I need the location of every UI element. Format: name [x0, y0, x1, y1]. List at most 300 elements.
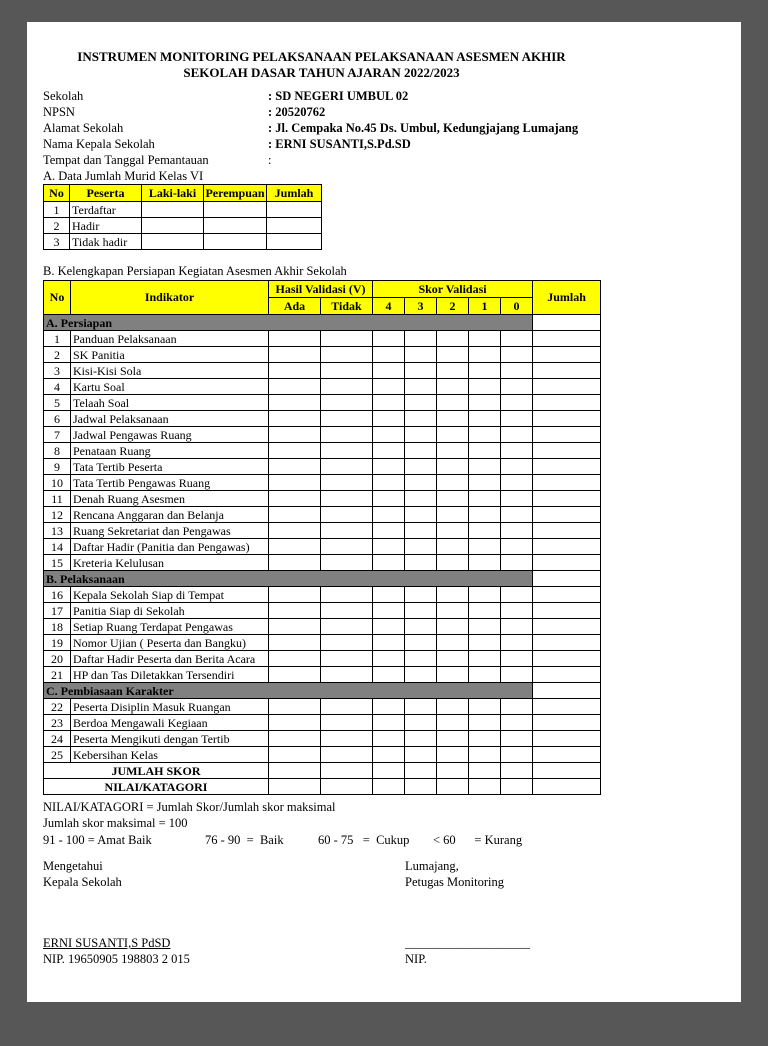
col-header-no: No: [44, 281, 71, 315]
col-header-hasil-validasi: Hasil Validasi (V): [269, 281, 373, 298]
info-value: : Jl. Cempaka No.45 Ds. Umbul, Kedungjajang Lumajang: [268, 121, 579, 135]
empty-cell: [373, 651, 405, 667]
indicator-label: Kebersihan Kelas: [71, 747, 269, 763]
indicator-row: [44, 379, 601, 395]
empty-cell: [437, 411, 469, 427]
empty-cell: [373, 779, 405, 795]
murid-empty-cell: [204, 202, 267, 218]
empty-cell: [501, 491, 533, 507]
indicator-row: [44, 651, 601, 667]
murid-row-no: 1: [44, 202, 70, 218]
info-value: :: [268, 153, 272, 167]
note-max-score: Jumlah skor maksimal = 100: [43, 816, 188, 830]
empty-cell: [405, 715, 437, 731]
empty-cell: [269, 427, 321, 443]
indicator-no: 11: [44, 491, 71, 507]
empty-cell: [469, 555, 501, 571]
section-label: A. Persiapan: [44, 315, 533, 331]
indicator-no: 18: [44, 619, 71, 635]
info-row: [43, 120, 725, 136]
empty-cell: [533, 699, 601, 715]
empty-cell: [501, 523, 533, 539]
empty-cell: [269, 539, 321, 555]
col-header-skor-1: 1: [469, 298, 501, 315]
empty-cell: [437, 731, 469, 747]
empty-cell: [501, 347, 533, 363]
empty-cell: [501, 395, 533, 411]
indicator-no: 2: [44, 347, 71, 363]
sig-left-mengetahui: Mengetahui: [43, 859, 103, 873]
empty-cell: [469, 491, 501, 507]
empty-cell: [533, 715, 601, 731]
indicator-no: 15: [44, 555, 71, 571]
empty-cell: [501, 475, 533, 491]
empty-cell: [321, 443, 373, 459]
empty-cell: [469, 635, 501, 651]
empty-cell: [469, 347, 501, 363]
murid-col-header: Laki-laki: [142, 185, 204, 202]
sig-left-nip: NIP. 19650905 198803 2 015: [43, 952, 190, 966]
empty-cell: [533, 747, 601, 763]
title-line-1: INSTRUMEN MONITORING PELAKSANAAN PELAKSANAAN ASESMEN AKHIR: [77, 49, 566, 64]
empty-cell: [321, 523, 373, 539]
empty-cell: [321, 363, 373, 379]
indicator-no: 3: [44, 363, 71, 379]
empty-cell: [269, 763, 321, 779]
empty-cell: [501, 331, 533, 347]
empty-cell: [501, 715, 533, 731]
indicator-label: Panitia Siap di Sekolah: [71, 603, 269, 619]
info-value: : ERNI SUSANTI,S.Pd.SD: [268, 137, 411, 151]
info-label: NPSN: [43, 105, 75, 119]
empty-cell: [469, 731, 501, 747]
empty-cell: [469, 411, 501, 427]
document-page: [27, 22, 741, 1002]
murid-header-row: [44, 185, 322, 202]
empty-cell: [469, 779, 501, 795]
sig-left-role: Kepala Sekolah: [43, 875, 122, 889]
indicator-no: 19: [44, 635, 71, 651]
indicator-no: 6: [44, 411, 71, 427]
col-header-jumlah: Jumlah: [533, 281, 601, 315]
document-title: [43, 49, 600, 81]
empty-cell: [501, 379, 533, 395]
indicator-label: Kartu Soal: [71, 379, 269, 395]
indicator-row: [44, 667, 601, 683]
validation-header-row-1: [44, 281, 601, 298]
sig-right-city: Lumajang,: [405, 859, 459, 873]
empty-cell: [501, 459, 533, 475]
empty-cell: [469, 651, 501, 667]
indicator-row: [44, 555, 601, 571]
empty-cell: [373, 699, 405, 715]
info-row: [43, 152, 725, 168]
section-b-heading: B. Kelengkapan Persiapan Kegiatan Asesmen Akhir Sekolah: [43, 264, 347, 278]
empty-cell: [501, 363, 533, 379]
empty-cell: [269, 475, 321, 491]
empty-cell: [321, 731, 373, 747]
empty-cell: [437, 603, 469, 619]
empty-cell: [269, 635, 321, 651]
empty-cell: [321, 539, 373, 555]
empty-cell: [469, 715, 501, 731]
empty-cell: [501, 427, 533, 443]
indicator-label: Kepala Sekolah Siap di Tempat: [71, 587, 269, 603]
indicator-no: 1: [44, 331, 71, 347]
empty-cell: [373, 475, 405, 491]
empty-cell: [469, 539, 501, 555]
empty-cell: [373, 331, 405, 347]
empty-cell: [469, 699, 501, 715]
empty-cell: [469, 603, 501, 619]
empty-cell: [533, 763, 601, 779]
section-row: [44, 571, 601, 587]
empty-cell: [501, 667, 533, 683]
indicator-no: 17: [44, 603, 71, 619]
empty-cell: [533, 459, 601, 475]
empty-cell: [501, 651, 533, 667]
empty-cell: [533, 523, 601, 539]
empty-cell: [269, 507, 321, 523]
indicator-label: Ruang Sekretariat dan Pengawas: [71, 523, 269, 539]
empty-cell: [269, 779, 321, 795]
empty-cell: [405, 475, 437, 491]
col-header-skor-2: 2: [437, 298, 469, 315]
murid-row: [44, 234, 322, 250]
indicator-no: 12: [44, 507, 71, 523]
murid-row-no: 3: [44, 234, 70, 250]
empty-cell: [437, 379, 469, 395]
empty-cell: [501, 443, 533, 459]
empty-cell: [373, 731, 405, 747]
grade-cukup: 60 - 75 = Cukup: [318, 833, 410, 847]
indicator-label: Berdoa Mengawali Kegiaan: [71, 715, 269, 731]
empty-cell: [405, 731, 437, 747]
grade-baik: 76 - 90 = Baik: [205, 833, 284, 847]
indicator-row: [44, 699, 601, 715]
indicator-label: Kreteria Kelulusan: [71, 555, 269, 571]
empty-cell: [437, 763, 469, 779]
empty-cell: [533, 347, 601, 363]
indicator-no: 25: [44, 747, 71, 763]
murid-empty-cell: [142, 202, 204, 218]
indicator-label: Jadwal Pelaksanaan: [71, 411, 269, 427]
indicator-no: 13: [44, 523, 71, 539]
empty-cell: [533, 539, 601, 555]
empty-cell: [501, 603, 533, 619]
indicator-row: [44, 331, 601, 347]
grade-kurang: < 60 = Kurang: [433, 833, 523, 847]
indicator-row: [44, 523, 601, 539]
indicator-label: Kisi-Kisi Sola: [71, 363, 269, 379]
empty-cell: [321, 459, 373, 475]
empty-cell: [437, 699, 469, 715]
indicator-row: [44, 619, 601, 635]
murid-empty-cell: [142, 218, 204, 234]
empty-cell: [405, 459, 437, 475]
col-header-ada: Ada: [269, 298, 321, 315]
grade-scale: [43, 832, 725, 849]
empty-cell: [405, 395, 437, 411]
indicator-row: [44, 539, 601, 555]
empty-cell: [501, 411, 533, 427]
empty-cell: [373, 347, 405, 363]
empty-cell: [321, 635, 373, 651]
empty-cell: [533, 571, 601, 587]
indicator-label: SK Panitia: [71, 347, 269, 363]
murid-table: [43, 184, 322, 250]
sig-left-name: ERNI SUSANTI,S PdSD: [43, 936, 171, 950]
indicator-label: Telaah Soal: [71, 395, 269, 411]
indicator-no: 4: [44, 379, 71, 395]
empty-cell: [321, 379, 373, 395]
info-value: : 20520762: [268, 105, 326, 119]
empty-cell: [437, 395, 469, 411]
title-line-2: SEKOLAH DASAR TAHUN AJARAN 2022/2023: [183, 65, 460, 80]
empty-cell: [533, 315, 601, 331]
viewer-canvas: [0, 22, 768, 1046]
indicator-no: 8: [44, 443, 71, 459]
sig-right-line: ____________________: [405, 936, 530, 950]
empty-cell: [321, 507, 373, 523]
empty-cell: [405, 507, 437, 523]
indicator-label: Panduan Pelaksanaan: [71, 331, 269, 347]
murid-row-label: Terdaftar: [70, 202, 142, 218]
empty-cell: [437, 507, 469, 523]
empty-cell: [533, 427, 601, 443]
empty-cell: [269, 651, 321, 667]
indicator-no: 10: [44, 475, 71, 491]
murid-col-header: Peserta: [70, 185, 142, 202]
murid-empty-cell: [267, 218, 322, 234]
empty-cell: [269, 491, 321, 507]
empty-cell: [405, 379, 437, 395]
empty-cell: [405, 443, 437, 459]
col-header-skor-3: 3: [405, 298, 437, 315]
empty-cell: [373, 443, 405, 459]
section-label: B. Pelaksanaan: [44, 571, 533, 587]
empty-cell: [405, 347, 437, 363]
empty-cell: [269, 459, 321, 475]
empty-cell: [373, 379, 405, 395]
empty-cell: [321, 331, 373, 347]
empty-cell: [501, 587, 533, 603]
info-value: : SD NEGERI UMBUL 02: [268, 89, 409, 103]
signature-right: [405, 858, 530, 967]
indicator-label: Denah Ruang Asesmen: [71, 491, 269, 507]
empty-cell: [437, 635, 469, 651]
empty-cell: [321, 747, 373, 763]
indicator-label: Nomor Ujian ( Peserta dan Bangku): [71, 635, 269, 651]
empty-cell: [533, 731, 601, 747]
murid-empty-cell: [142, 234, 204, 250]
empty-cell: [269, 587, 321, 603]
empty-cell: [469, 363, 501, 379]
empty-cell: [533, 683, 601, 699]
empty-cell: [269, 363, 321, 379]
empty-cell: [373, 635, 405, 651]
indicator-no: 7: [44, 427, 71, 443]
indicator-no: 20: [44, 651, 71, 667]
indicator-no: 5: [44, 395, 71, 411]
empty-cell: [437, 443, 469, 459]
empty-cell: [501, 747, 533, 763]
empty-cell: [533, 443, 601, 459]
empty-cell: [501, 539, 533, 555]
empty-cell: [469, 331, 501, 347]
summary-label: NILAI/KATAGORI: [44, 779, 269, 795]
indicator-no: 22: [44, 699, 71, 715]
indicator-label: Daftar Hadir (Panitia dan Pengawas): [71, 539, 269, 555]
empty-cell: [373, 603, 405, 619]
empty-cell: [437, 523, 469, 539]
empty-cell: [405, 667, 437, 683]
indicator-label: Setiap Ruang Terdapat Pengawas: [71, 619, 269, 635]
section-a-heading: A. Data Jumlah Murid Kelas VI: [43, 169, 204, 183]
indicator-row: [44, 347, 601, 363]
empty-cell: [533, 507, 601, 523]
murid-row-no: 2: [44, 218, 70, 234]
info-label: Sekolah: [43, 89, 84, 103]
empty-cell: [501, 779, 533, 795]
empty-cell: [269, 699, 321, 715]
indicator-row: [44, 459, 601, 475]
indicator-row: [44, 427, 601, 443]
empty-cell: [373, 459, 405, 475]
validation-table: [43, 280, 601, 795]
murid-empty-cell: [267, 234, 322, 250]
empty-cell: [437, 715, 469, 731]
empty-cell: [269, 747, 321, 763]
empty-cell: [405, 699, 437, 715]
col-header-indikator: Indikator: [71, 281, 269, 315]
info-label: Nama Kepala Sekolah: [43, 137, 155, 151]
col-header-skor-validasi: Skor Validasi: [373, 281, 533, 298]
summary-row: [44, 763, 601, 779]
empty-cell: [405, 411, 437, 427]
indicator-label: Rencana Anggaran dan Belanja: [71, 507, 269, 523]
empty-cell: [373, 427, 405, 443]
empty-cell: [533, 475, 601, 491]
empty-cell: [501, 507, 533, 523]
empty-cell: [437, 619, 469, 635]
empty-cell: [269, 523, 321, 539]
murid-col-header: No: [44, 185, 70, 202]
empty-cell: [469, 475, 501, 491]
empty-cell: [373, 763, 405, 779]
empty-cell: [373, 363, 405, 379]
empty-cell: [469, 763, 501, 779]
empty-cell: [269, 731, 321, 747]
empty-cell: [373, 411, 405, 427]
col-header-skor-0: 0: [501, 298, 533, 315]
grade-amat-baik: 91 - 100 = Amat Baik: [43, 833, 152, 847]
empty-cell: [269, 443, 321, 459]
empty-cell: [501, 619, 533, 635]
col-header-skor-4: 4: [373, 298, 405, 315]
indicator-no: 16: [44, 587, 71, 603]
empty-cell: [469, 379, 501, 395]
empty-cell: [269, 603, 321, 619]
empty-cell: [469, 587, 501, 603]
info-label: Tempat dan Tanggal Pemantauan: [43, 153, 209, 167]
empty-cell: [373, 587, 405, 603]
empty-cell: [405, 763, 437, 779]
indicator-label: HP dan Tas Diletakkan Tersendiri: [71, 667, 269, 683]
empty-cell: [469, 523, 501, 539]
empty-cell: [437, 347, 469, 363]
empty-cell: [321, 619, 373, 635]
empty-cell: [269, 411, 321, 427]
empty-cell: [469, 427, 501, 443]
empty-cell: [469, 619, 501, 635]
indicator-label: Penataan Ruang: [71, 443, 269, 459]
sig-right-nip: NIP.: [405, 952, 427, 966]
empty-cell: [405, 635, 437, 651]
empty-cell: [405, 747, 437, 763]
indicator-row: [44, 715, 601, 731]
empty-cell: [501, 699, 533, 715]
murid-row: [44, 218, 322, 234]
indicator-row: [44, 491, 601, 507]
signature-left: [43, 858, 405, 967]
empty-cell: [373, 395, 405, 411]
empty-cell: [373, 715, 405, 731]
empty-cell: [405, 539, 437, 555]
empty-cell: [321, 699, 373, 715]
info-row: [43, 136, 725, 152]
section-row: [44, 315, 601, 331]
empty-cell: [321, 603, 373, 619]
empty-cell: [269, 667, 321, 683]
indicator-no: 24: [44, 731, 71, 747]
empty-cell: [405, 331, 437, 347]
info-row: [43, 88, 725, 104]
empty-cell: [321, 491, 373, 507]
empty-cell: [405, 523, 437, 539]
murid-row: [44, 202, 322, 218]
empty-cell: [405, 779, 437, 795]
empty-cell: [437, 747, 469, 763]
empty-cell: [501, 763, 533, 779]
empty-cell: [405, 619, 437, 635]
empty-cell: [533, 491, 601, 507]
empty-cell: [437, 651, 469, 667]
empty-cell: [373, 491, 405, 507]
indicator-label: Tata Tertib Pengawas Ruang: [71, 475, 269, 491]
empty-cell: [501, 731, 533, 747]
empty-cell: [405, 603, 437, 619]
sig-right-role: Petugas Monitoring: [405, 875, 504, 889]
empty-cell: [469, 395, 501, 411]
indicator-row: [44, 507, 601, 523]
empty-cell: [405, 651, 437, 667]
empty-cell: [533, 395, 601, 411]
empty-cell: [533, 555, 601, 571]
murid-row-label: Hadir: [70, 218, 142, 234]
empty-cell: [437, 587, 469, 603]
empty-cell: [321, 427, 373, 443]
empty-cell: [321, 763, 373, 779]
empty-cell: [501, 635, 533, 651]
empty-cell: [533, 587, 601, 603]
empty-cell: [533, 411, 601, 427]
signature-block: [43, 858, 725, 967]
empty-cell: [373, 507, 405, 523]
empty-cell: [373, 667, 405, 683]
empty-cell: [533, 667, 601, 683]
section-row: [44, 683, 601, 699]
